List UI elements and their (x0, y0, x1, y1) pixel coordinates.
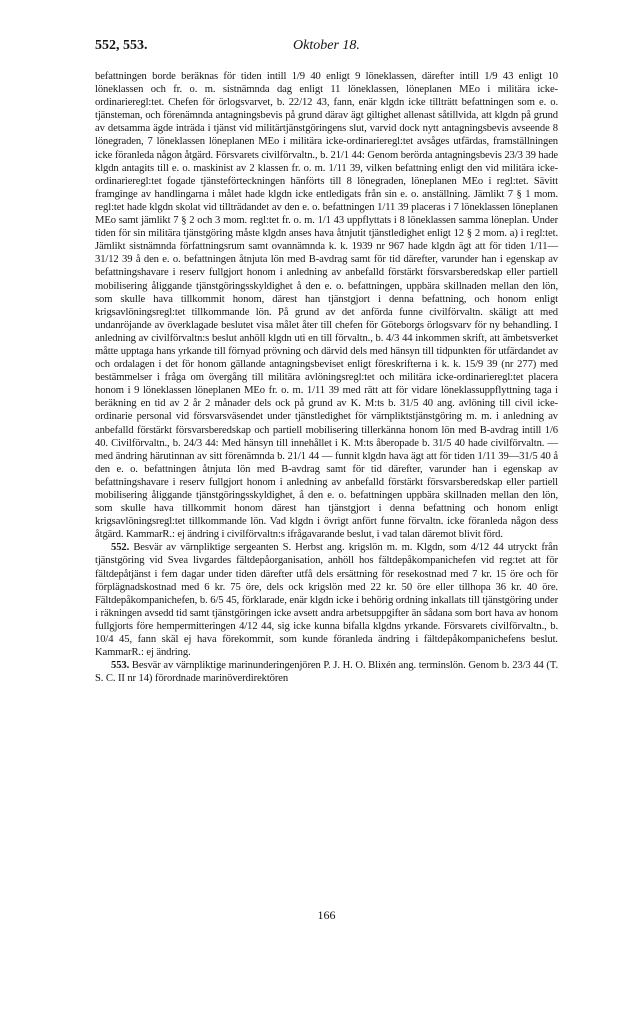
case-numbers: 552, 553. (95, 38, 148, 53)
paragraph-text: befattningen borde beräknas för tiden intill 1/9 40 enligt 9 löneklassen, därefter intill 1/9 43 enligt 10 löneklassen och fr. o. m. sistnämnda dag enligt 11 löneklassen, löneplanen MEo i militära icke-ordinarieregl:tet. Chefen för örlogsvarvet, b. 22/12 43, fann, enär klgdn icke tillträtt befattningen som e. o. tjänsteman, och förenämnda antagningsbevis på grund därav ägt giltighet allenast såtillvida, att klgdn på grund av detsamma ägde inträda i tjänst vid militärtjänstgöringens slut, varvid dock nytt antagningsbevis avseende 8 lönegraden, 7 löneklassen löneplanen MEo i militära icke-ordinarieregl:tet avsåges utfärdas, framställningen icke föranleda någon åtgärd. Försvarets civilförvaltn., b. 21/1 44: Genom berörda antagningsbevis 23/3 39 hade klgdn antagits till e. o. maskinist av 2 klassen fr. o. m. 1/11 39, vilken befattning enligt den vid militära icke-ordinarieregl:tet fogade tjänsteförteckningen hänförts till 8 lönegraden, löneplanen MEo i regl:tet. Sävitt framginge av handlingarna i målet hade klgdn icke entledigats från sin e. o. anställning. Jämlikt 7 § 1 mom. regl:tet hade klgdn skolat vid tillträdandet av den e. o. befattningen 1/11 39 placeras i 7 löneklassen löneplanen MEo samt jämlikt 7 § 2 och 3 mom. regl:tet fr. o. m. 1/1 43 uppflyttats i 8 löneklassen samma löneplan. Under tiden för sin militära tjänstgöring måste klgdn anses hava åtnjutit tjänstledighet enligt 12 § 2 mom. a) i regl:tet. Jämlikt sistnämnda författningsrum samt ovannämnda k. k. 1939 nr 967 hade klgdn ägt att för tiden 1/11—31/12 39 å den e. o. befattningen åtnjuta lön med B-avdrag samt för tid därefter, varunder han i egenskap av befattningshavare i reserv fullgjort honom i anledning av anbefalld förstärkt försvarsberedskap eller partiell mobilisering åliggande tjänstgöringsskyldighet å den e. o. befattningen, uppbära skillnaden mellan den lön, som skulle hava tillkommit honom, därest han tjänstgjort i denna befattning, och honom enligt krigsavlöningsregl:tet tillkommande lön. På grund av det anförda funne civilförvaltn. skäligt att med undanröjande av överklagade beslutet visa målet åter till chefen för Göteborgs örlogsvarv för ny behandling. I anledning av civilförvaltn:s beslut anhöll klgdn uti en till förvaltn., b. 4/3 44 inkommen skrift, att ämbetsverket måtte upptaga hans yrkande till förnyad prövning och därvid dels med hänsyn till tidpunkten för utfärdandet av och ordalagen i det för honom gällande antagningsbeviset enligt föreskrifterna i k. k. 15/9 39 (nr 277) med bestämmelser i fråga om övergång till militära avlöningsregl:tet och militära icke-ordinarieregl:tet placera honom i 9 löneklassen löneplanen MEo fr. o. m. 1/11 39 med rätt att för vidare löneklassuppflyttning taga i beräkning en tid av 2 år 2 månader dels ock på grund av K. M:ts b. 31/5 40 ang. avlöning till civil icke-ordinarie personal vid försvarsväsendet under tjänstledighet för värnpliktstjänstgöring m. m. i anledning av anbefalld förstärkt försvarsberedskap och partiell mobilisering tillerkänna honom lön med B-avdrag intill 1/6 40. Civilförvaltn., b. 24/3 44: Med hänsyn till innehållet i K. M:ts åberopade b. 31/5 40 hade civilförvaltn. — med ändring härutinnan av sitt förenämnda b. 21/1 44 — funnit klgdn hava ägt att för tiden 1/11 39—31/5 40 å den e. o. befattningen åtnjuta lön med B-avdrag samt för tid därefter, varunder han i egenskap av befattningshavare i reserv fullgjort honom i anledning av anbefalld förstärkt försvarsberedskap eller partiell mobilisering åliggande tjänstgöringsskyldighet, å den e. o. befattningen uppbära skillnaden mellan den lön, som skulle hava tillkommit honom därest han tjänstgjort i denna befattning och honom enligt krigsavlöningsregl:tet tillkommande lön. Vad klgdn i övrigt anfört funne förvaltn. icke föranleda någon dess åtgärd. KammarR.: ej ändring i civilförvaltn:s ifrågavarande beslut, i vad talan däremot blivit förd. (95, 71, 558, 541)
date-heading: Oktober 18. (293, 38, 360, 53)
page-number: 166 (317, 908, 336, 922)
case-number: 552. (111, 542, 130, 554)
paragraph-553 (95, 659, 558, 685)
paragraph-text: Besvär av värnpliktige marinunderingenjören P. J. H. O. Blixén ang. terminslön. Genom b. 23/3 44 (T. S. C. II nr 14) förordnade marinöverdirektören (95, 660, 558, 685)
body-text (95, 70, 558, 685)
paragraph-text: Besvär av värnpliktige sergeanten S. Herbst ang. krigslön m. m. Klgdn, som 4/12 44 utryckt från tjänstgöring vid Svea livgardes fältdepåorganisation, anhöll hos fältdepåkompanichefen vid reg:tet att för fältdepåtjänst i fem dagar under tiden därefter utfå dels ersättning för resekostnad med 7 kr. 15 öre och för förplägnadskostnad med 6 kr. 75 öre, dels ock krigslön med 22 kr. 50 öre eller tillhopa 36 kr. 40 öre. Fältdepåkompanichefen, b. 6/5 45, förklarade, enär klgdn icke i behörig ordning inkallats till tjänstgöring under i räkningen avsedd tid samt tjänstgöringen icke avsett andra arbetsuppgifter än sådana som bort hava av honom fullgjorts före hempermitteringen 4/12 44, sig icke kunna bifalla klgdns yrkande. Försvarets civilförvaltn., b. 10/4 45, fann skäl ej hava förekommit, som kunde föranleda ändring i fältdepåkompanichefens beslut. KammarR.: ej ändring. (95, 542, 558, 659)
paragraph-552 (95, 541, 558, 659)
paragraph-continuation (95, 70, 558, 541)
page-header (95, 38, 558, 58)
case-number: 553. (111, 660, 130, 672)
